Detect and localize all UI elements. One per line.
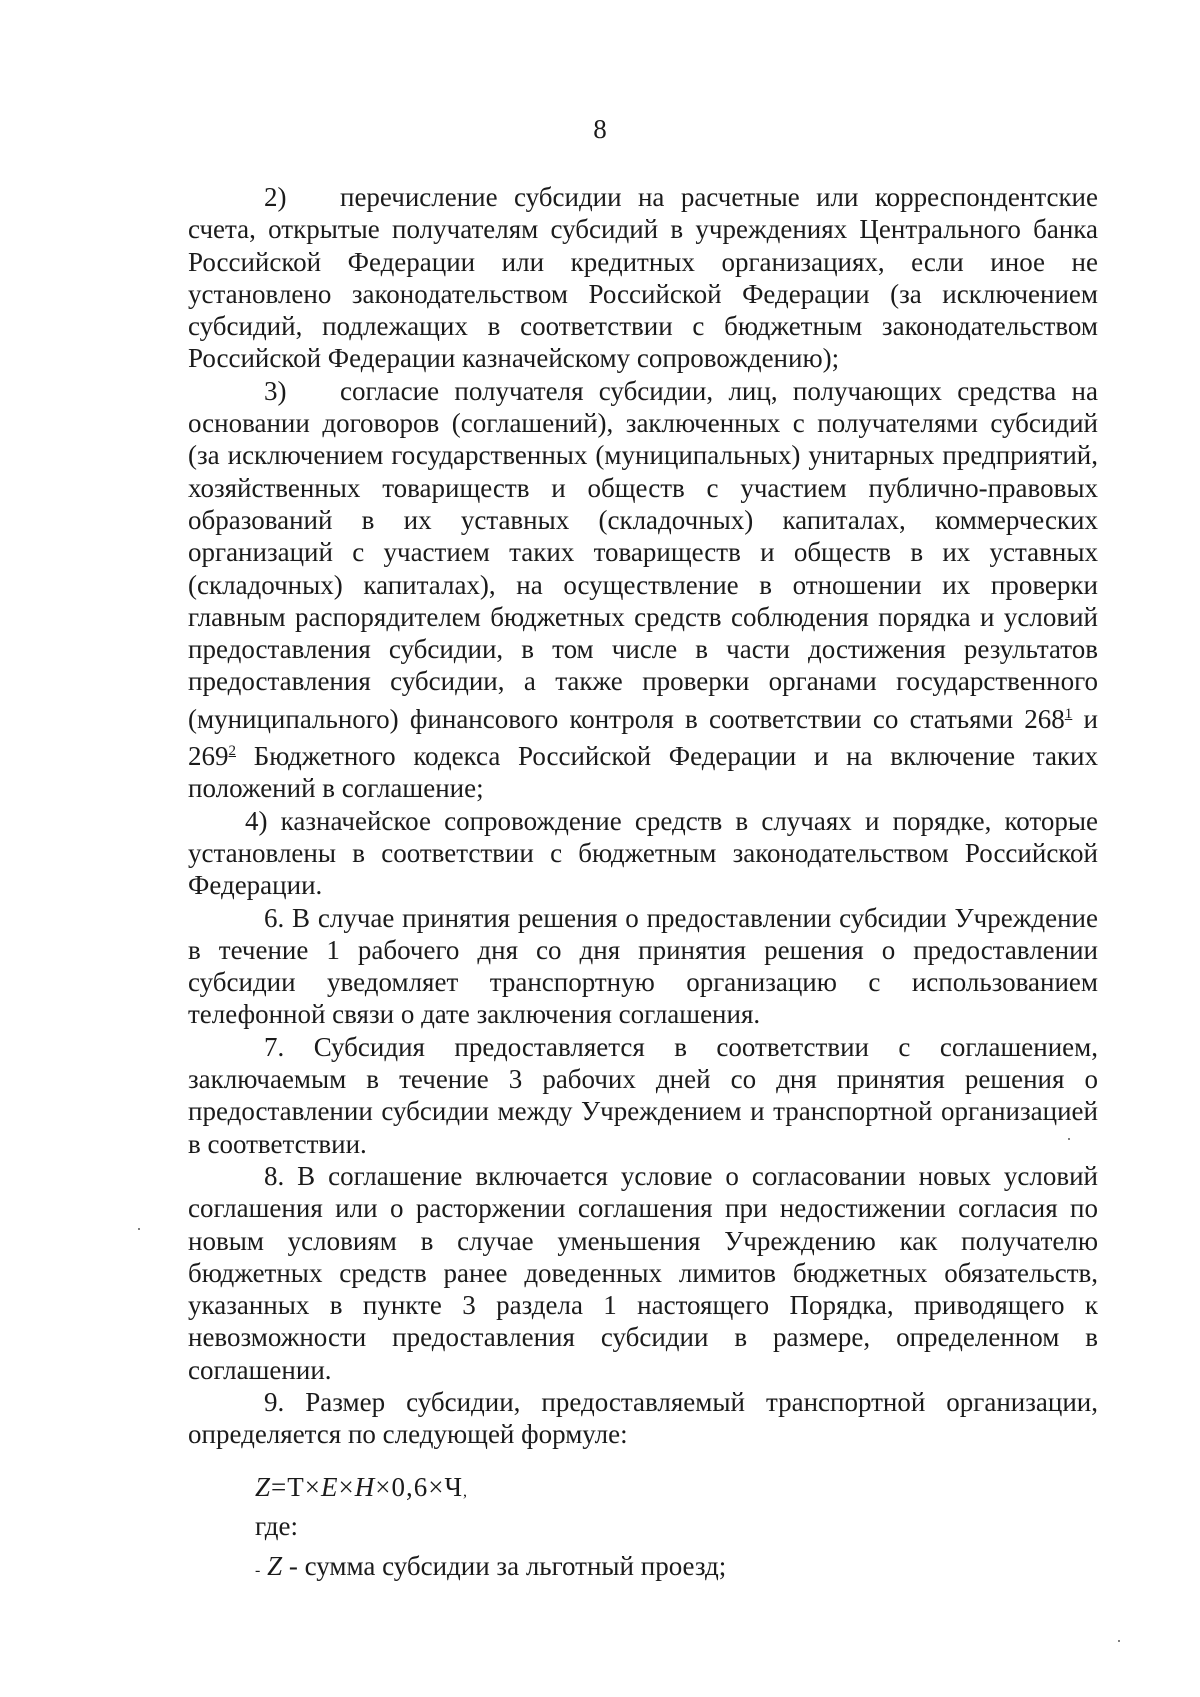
definition-dash: -: [255, 1562, 261, 1579]
formula-times: ×: [304, 1472, 321, 1502]
page-number: 8: [593, 114, 607, 144]
definition-text: - сумма субсидии за льготный проезд;: [288, 1551, 727, 1581]
scan-speck: [1068, 1138, 1070, 1140]
scan-speck: [1118, 1640, 1120, 1642]
formula-coefficient: 0,6: [391, 1472, 429, 1502]
list-item-text: согласие получателя субсидии, лиц, получающих средства на основании договоров (соглашений), заключенных с получателями субсидий (за исключением государственных (муниципальных) унитарных предприятий, хозяйственных товариществ и обществ с участием публично-правовых образований в их уставных (складочных) капиталах, коммерческих организаций с участием таких товариществ и обществ в их уставных (складочных) капиталах), на осуществление в отношении их проверки главным распорядителем бюджетных средств соблюдения порядка и условий предоставления субсидии, в том числе в части достижения результатов предоставления субсидии, а также проверки органами государственного (муниципального) финансового контроля в соответствии со статьями: [188, 375, 1098, 734]
list-item-text: перечисление субсидии на расчетные или корреспондентские счета, открытые получателям субсидий в учреждениях Центрального банка Российской Федерации или кредитных организациях, если иное не установлено законодательством Российской Федерации (за исключением субсидий, подлежащих в соответствии с бюджетным законодательством Российской Федерации казначейскому сопровождению);: [188, 182, 1098, 374]
formula-e: E: [321, 1472, 339, 1502]
list-item-label: 2): [264, 182, 287, 212]
definition-z: [255, 1550, 1095, 1587]
document-body: [188, 181, 1098, 1451]
where-label: где:: [255, 1511, 298, 1541]
formula-comma: ,: [463, 1483, 469, 1500]
formula-t: Т: [287, 1472, 305, 1502]
article-ref-268: 268: [1024, 703, 1065, 734]
conjunction: и: [1083, 703, 1098, 734]
scan-speck: [138, 1228, 140, 1230]
formula-times: ×: [428, 1472, 445, 1502]
formula-block: [255, 1471, 1095, 1587]
article-ref-269-sup: 2: [228, 743, 236, 760]
formula-z: Z: [255, 1472, 272, 1502]
paragraph-6: 6. В случае принятия решения о предоставлении субсидии Учреждение в течение 1 рабочего дня со дня принятия решения о предоставлении субсидии уведомляет транспортную организацию с использованием телефонной связи о дате заключения соглашения.: [188, 902, 1098, 1030]
article-ref-269: 269: [188, 741, 229, 772]
paragraph-7: 7. Субсидия предоставляется в соответствии с соглашением, заключаемым в течение 3 рабочих дней со дня принятия решения о предоставлении субсидии между Учреждением и транспортной организацией в соответствии.: [188, 1031, 1098, 1159]
list-item-2: [188, 181, 1098, 375]
list-item-label: 3): [264, 375, 287, 406]
formula-ch: Ч: [444, 1472, 464, 1502]
list-item-4: 4) казначейское сопровождение средств в случаях и порядке, которые установлены в соответствии с бюджетным законодательством Российской Федерации.: [188, 805, 1098, 901]
article-ref-268-sup: 1: [1064, 705, 1073, 722]
subsidy-formula: [255, 1471, 1095, 1508]
formula-h: H: [354, 1472, 376, 1502]
definition-symbol: Z: [267, 1551, 283, 1581]
formula-eq: =: [271, 1472, 288, 1502]
formula-times: ×: [375, 1472, 392, 1502]
list-item-3: [188, 375, 1098, 805]
paragraph-9: 9. Размер субсидии, предоставляемый транспортной организации, определяется по следующей формуле:: [188, 1386, 1098, 1450]
paragraph-8: 8. В соглашение включается условие о согласовании новых условий соглашения или о расторжении соглашения при недостижении согласия по новым условиям в случае уменьшения Учреждению как получателю бюджетных средств ранее доведенных лимитов бюджетных обязательств, указанных в пункте 3 раздела 1 настоящего Порядка, приводящего к невозможности предоставления субсидии в размере, определенном в соглашении.: [188, 1160, 1098, 1385]
list-item-text-tail: Бюджетного кодекса Российской Федерации и на включение таких положений в соглашение;: [188, 741, 1098, 804]
formula-times: ×: [338, 1472, 355, 1502]
